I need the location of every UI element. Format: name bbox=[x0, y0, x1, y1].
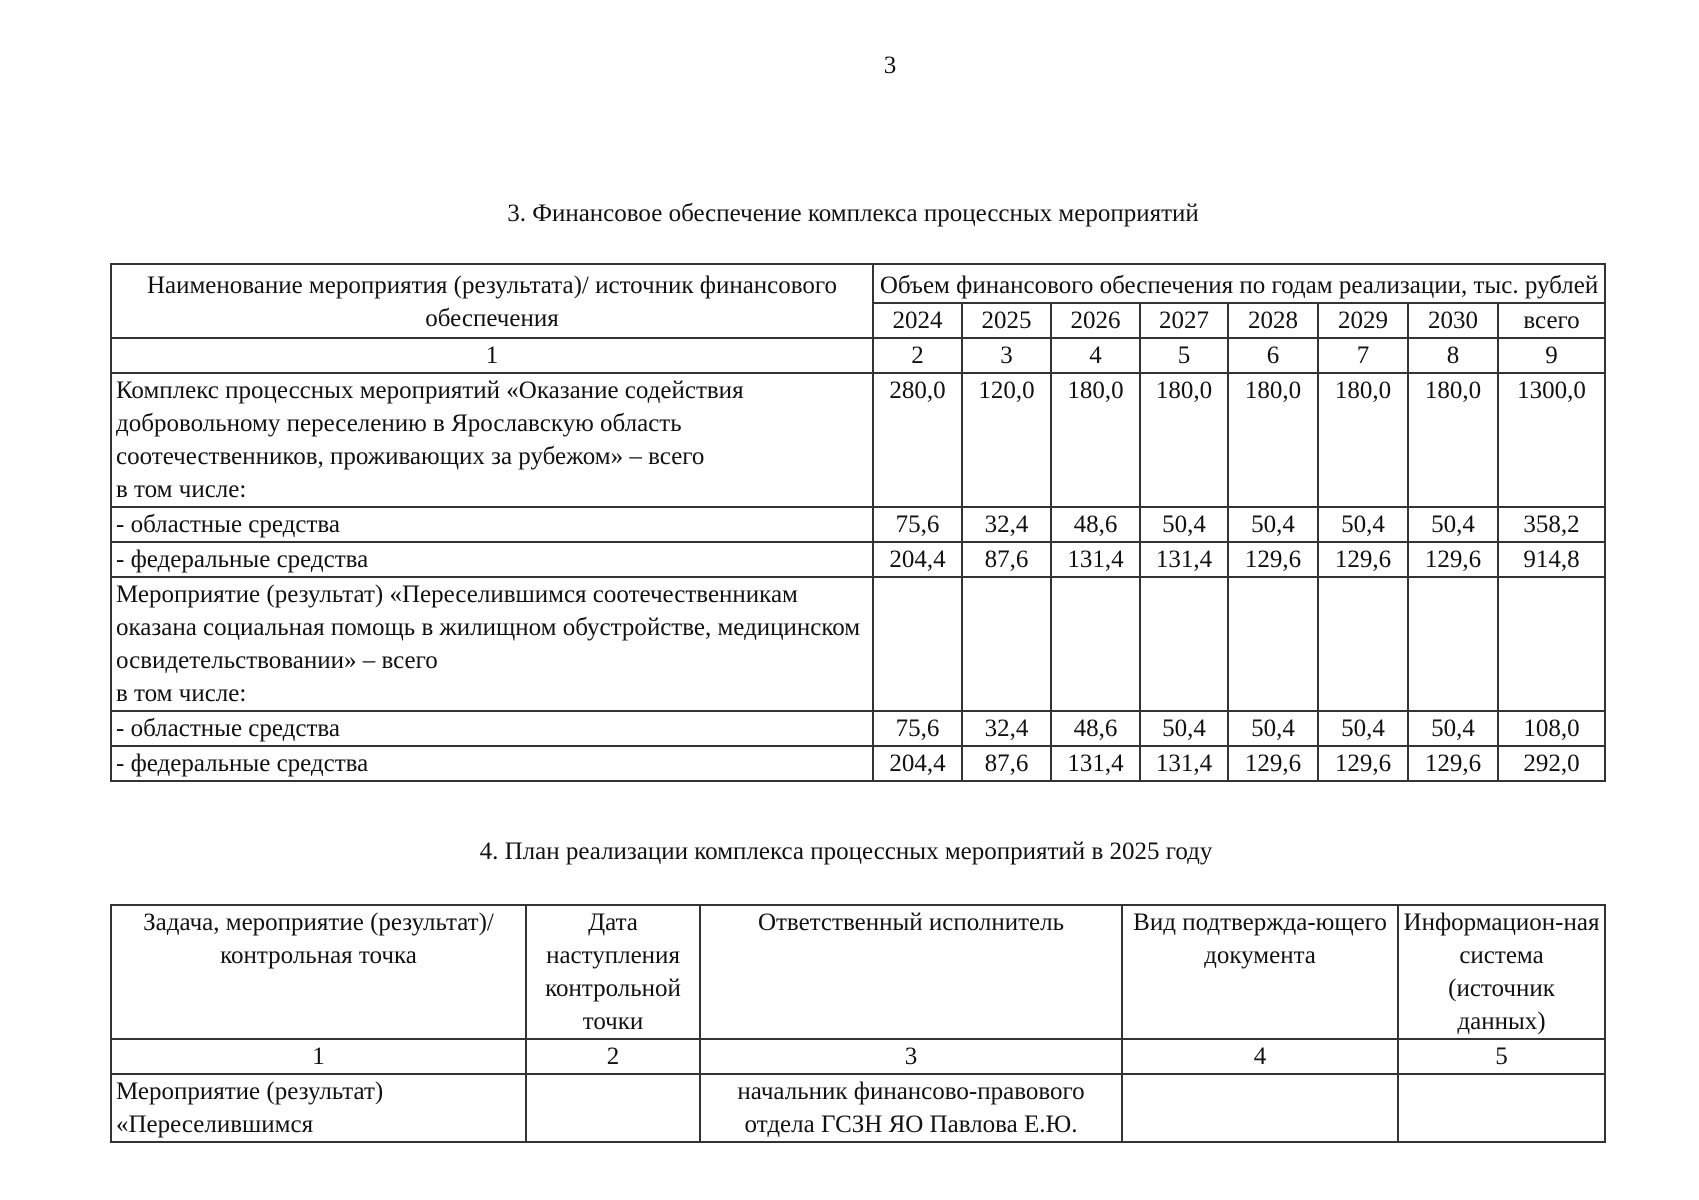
plan-header: Информацион-ная система (источник данных) bbox=[1398, 905, 1605, 1039]
year-header: 2024 bbox=[873, 303, 962, 338]
value-cell bbox=[1140, 577, 1228, 711]
value-cell: 180,0 bbox=[1408, 373, 1498, 507]
value-cell: 50,4 bbox=[1140, 507, 1228, 542]
section-3-title: 3. Финансовое обеспечение комплекса процессных мероприятий bbox=[507, 200, 1199, 227]
row-name: - областные средства bbox=[111, 507, 873, 542]
column-number: 9 bbox=[1498, 338, 1605, 373]
value-cell bbox=[1051, 577, 1140, 711]
column-number: 6 bbox=[1228, 338, 1318, 373]
value-cell: 180,0 bbox=[1228, 373, 1318, 507]
plan-header: Дата наступления контрольной точки bbox=[526, 905, 700, 1039]
year-header: 2030 bbox=[1408, 303, 1498, 338]
row-name: - федеральные средства bbox=[111, 542, 873, 577]
value-cell: 32,4 bbox=[962, 711, 1051, 746]
value-cell: 129,6 bbox=[1408, 542, 1498, 577]
table-row bbox=[111, 507, 1605, 542]
year-header: 2028 bbox=[1228, 303, 1318, 338]
section-4-title: 4. План реализации комплекса процессных мероприятий в 2025 году bbox=[479, 838, 1213, 865]
value-cell: 50,4 bbox=[1228, 711, 1318, 746]
value-cell: 131,4 bbox=[1140, 542, 1228, 577]
value-cell: 48,6 bbox=[1051, 507, 1140, 542]
value-cell: 50,4 bbox=[1408, 711, 1498, 746]
plan-cell: начальник финансово-правового отдела ГСЗН ЯО Павлова Е.Ю. bbox=[700, 1074, 1122, 1142]
value-cell bbox=[1318, 577, 1408, 711]
value-cell: 131,4 bbox=[1140, 746, 1228, 781]
column-number: 1 bbox=[111, 338, 873, 373]
value-cell bbox=[1498, 577, 1605, 711]
value-cell: 75,6 bbox=[873, 711, 962, 746]
value-cell bbox=[962, 577, 1051, 711]
column-number: 3 bbox=[962, 338, 1051, 373]
value-cell: 204,4 bbox=[873, 542, 962, 577]
value-cell: 129,6 bbox=[1408, 746, 1498, 781]
value-cell: 129,6 bbox=[1318, 542, 1408, 577]
column-number: 4 bbox=[1122, 1039, 1398, 1074]
value-cell: 87,6 bbox=[962, 542, 1051, 577]
value-cell: 87,6 bbox=[962, 746, 1051, 781]
value-cell: 50,4 bbox=[1228, 507, 1318, 542]
value-cell: 914,8 bbox=[1498, 542, 1605, 577]
value-cell: 280,0 bbox=[873, 373, 962, 507]
column-number: 5 bbox=[1398, 1039, 1605, 1074]
page-number: 3 bbox=[883, 52, 897, 79]
table-row bbox=[111, 577, 1605, 711]
plan-header: Задача, мероприятие (результат)/ контрольная точка bbox=[111, 905, 526, 1039]
value-cell: 50,4 bbox=[1318, 507, 1408, 542]
value-cell: 129,6 bbox=[1228, 542, 1318, 577]
table-row bbox=[111, 746, 1605, 781]
value-cell: 131,4 bbox=[1051, 542, 1140, 577]
financing-table bbox=[110, 263, 1606, 782]
column-number: 1 bbox=[111, 1039, 526, 1074]
plan-header: Вид подтвержда-ющего документа bbox=[1122, 905, 1398, 1039]
plan-cell: Мероприятие (результат) «Переселившимся bbox=[111, 1074, 526, 1142]
column-number: 3 bbox=[700, 1039, 1122, 1074]
value-cell: 108,0 bbox=[1498, 711, 1605, 746]
table-row bbox=[111, 711, 1605, 746]
plan-cell bbox=[526, 1074, 700, 1142]
column-number: 2 bbox=[526, 1039, 700, 1074]
column-number: 7 bbox=[1318, 338, 1408, 373]
row-name: - областные средства bbox=[111, 711, 873, 746]
header-volume: Объем финансового обеспечения по годам реализации, тыс. рублей bbox=[873, 264, 1605, 303]
year-header: 2027 bbox=[1140, 303, 1228, 338]
value-cell: 180,0 bbox=[1318, 373, 1408, 507]
value-cell: 180,0 bbox=[1051, 373, 1140, 507]
value-cell bbox=[873, 577, 962, 711]
year-header: 2025 bbox=[962, 303, 1051, 338]
header-name: Наименование мероприятия (результата)/ источник финансового обеспечения bbox=[111, 264, 873, 338]
row-name: - федеральные средства bbox=[111, 746, 873, 781]
value-cell: 50,4 bbox=[1408, 507, 1498, 542]
value-cell: 129,6 bbox=[1228, 746, 1318, 781]
year-header: 2029 bbox=[1318, 303, 1408, 338]
plan-header: Ответственный исполнитель bbox=[700, 905, 1122, 1039]
value-cell: 131,4 bbox=[1051, 746, 1140, 781]
table-row bbox=[111, 373, 1605, 507]
value-cell: 1300,0 bbox=[1498, 373, 1605, 507]
row-name: Комплекс процессных мероприятий «Оказание содействия добровольному переселению в Ярославскую область соотечественников, проживающих за рубежом» – всего в том числе: bbox=[111, 373, 873, 507]
value-cell: 32,4 bbox=[962, 507, 1051, 542]
value-cell: 50,4 bbox=[1140, 711, 1228, 746]
plan-cell bbox=[1122, 1074, 1398, 1142]
year-header: 2026 bbox=[1051, 303, 1140, 338]
implementation-plan-table bbox=[110, 904, 1606, 1143]
value-cell: 204,4 bbox=[873, 746, 962, 781]
column-number: 5 bbox=[1140, 338, 1228, 373]
year-header: всего bbox=[1498, 303, 1605, 338]
plan-cell bbox=[1398, 1074, 1605, 1142]
value-cell bbox=[1228, 577, 1318, 711]
table-row bbox=[111, 542, 1605, 577]
value-cell: 48,6 bbox=[1051, 711, 1140, 746]
value-cell: 292,0 bbox=[1498, 746, 1605, 781]
value-cell: 358,2 bbox=[1498, 507, 1605, 542]
value-cell bbox=[1408, 577, 1498, 711]
value-cell: 129,6 bbox=[1318, 746, 1408, 781]
value-cell: 180,0 bbox=[1140, 373, 1228, 507]
table-row bbox=[111, 1074, 1605, 1142]
value-cell: 120,0 bbox=[962, 373, 1051, 507]
value-cell: 50,4 bbox=[1318, 711, 1408, 746]
column-number: 8 bbox=[1408, 338, 1498, 373]
column-number: 2 bbox=[873, 338, 962, 373]
row-name: Мероприятие (результат) «Переселившимся соотечественникам оказана социальная помощь в жилищном обустройстве, медицинском освидетельствовании» – всего в том числе: bbox=[111, 577, 873, 711]
value-cell: 75,6 bbox=[873, 507, 962, 542]
column-number: 4 bbox=[1051, 338, 1140, 373]
